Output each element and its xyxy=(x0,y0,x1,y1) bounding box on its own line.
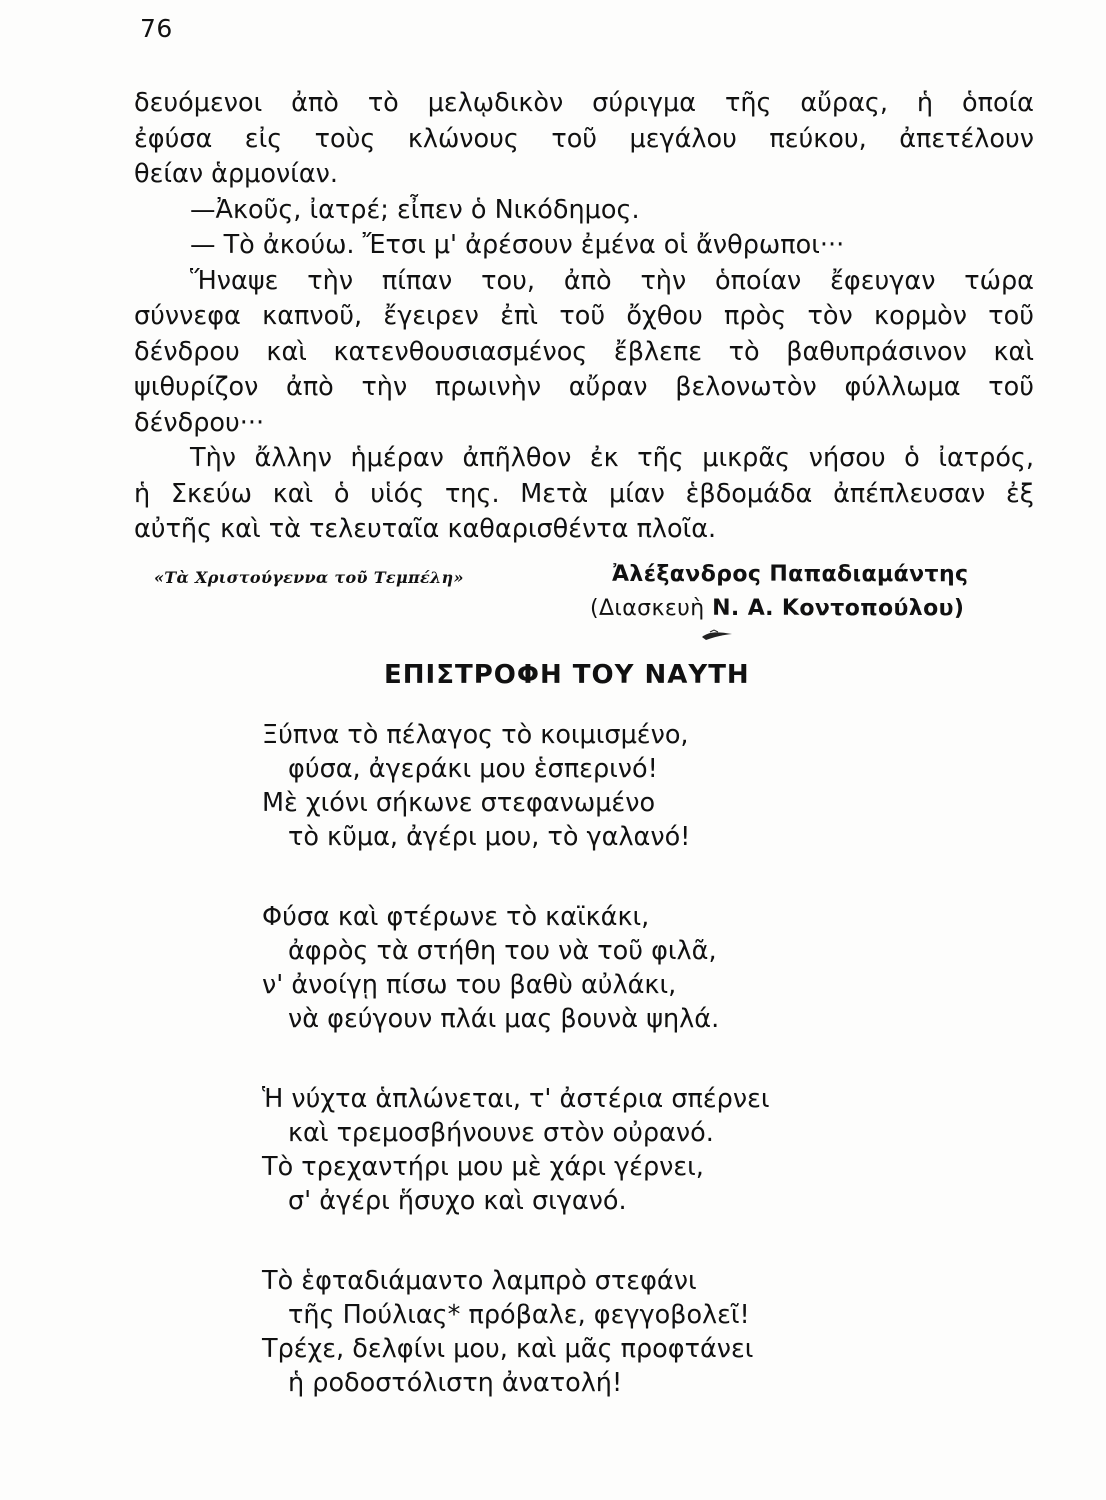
attribution xyxy=(0,562,1106,632)
verse-line: Ἡ νύχτα ἁπλώνεται, τ' ἀστέρια σπέρνει xyxy=(262,1084,770,1114)
verse-line: φύσα, ἀγεράκι μου ἑσπερινό! xyxy=(288,754,658,784)
prose-line: Ἥναψε τὴν πίπαν του, ἀπὸ τὴν ὁποίαν ἔφευγαν τώρα xyxy=(190,265,1034,296)
adaptation-credit xyxy=(590,596,964,621)
verse-line: καὶ τρεμοσβήνουνε στὸν οὐρανό. xyxy=(288,1118,714,1148)
prose-line: δένδρου··· xyxy=(134,407,265,438)
prose-line: — Τὸ ἀκούω. Ἔτσι μ' ἀρέσουν ἐμένα οἱ ἄνθρωποι··· xyxy=(190,230,845,260)
prose-line: αὐτῆς καὶ τὰ τελευταῖα καθαρισθέντα πλοῖα. xyxy=(134,514,717,544)
verse-line: Μὲ χιόνι σήκωνε στεφανωμένο xyxy=(262,788,656,818)
prose-line: Τὴν ἄλλην ἡμέραν ἀπῆλθον ἐκ τῆς μικρᾶς νήσου ὁ ἰατρός, xyxy=(190,443,1034,473)
prose-line: δευόμενοι ἀπὸ τὸ μελῳδικὸν σύριγμα τῆς αὔρας, ἡ ὁποία xyxy=(134,88,1034,118)
prose-passage xyxy=(134,86,1034,548)
adaptation-prefix: (Διασκευὴ xyxy=(590,596,705,621)
prose-line: δένδρου καὶ κατενθουσιασμένος ἔβλεπε τὸ βαθυπράσινον καὶ xyxy=(134,336,1034,367)
verse-line: Τὸ ἑφταδιάμαντο λαμπρὸ στεφάνι xyxy=(262,1266,697,1296)
verse-line: Τρέχε, δελφίνι μου, καὶ μᾶς προφτάνει xyxy=(262,1334,754,1364)
prose-line: σύννεφα καπνοῦ, ἔγειρεν ἐπὶ τοῦ ὄχθου πρὸς τὸν κορμὸν τοῦ xyxy=(134,301,1034,331)
prose-line: —Ἀκοῦς, ἰατρέ; εἶπεν ὁ Νικόδημος. xyxy=(190,194,640,225)
verse-line: τῆς Πούλιας* πρόβαλε, φεγγοβολεῖ! xyxy=(288,1300,750,1330)
prose-line: θείαν ἁρμονίαν. xyxy=(134,159,339,189)
poem-stanza xyxy=(262,718,902,854)
prose-line: ἐφύσα εἰς τοὺς κλώνους τοῦ μεγάλου πεύκου, ἀπετέλουν xyxy=(134,123,1034,154)
poem-stanza xyxy=(262,1082,902,1218)
page-number: 76 xyxy=(140,14,173,43)
poem-stanza xyxy=(262,900,902,1036)
verse-line: Τὸ τρεχαντήρι μου μὲ χάρι γέρνει, xyxy=(262,1152,704,1182)
verse-line: νὰ φεύγουν πλάι μας βουνὰ ψηλά. xyxy=(288,1004,720,1034)
prose-line: ἡ Σκεύω καὶ ὁ υἱός της. Μετὰ μίαν ἑβδομάδα ἀπέπλευσαν ἐξ xyxy=(134,478,1034,509)
ornament-icon xyxy=(700,628,734,642)
author-name: Ἀλέξανδρος Παπαδιαμάντης xyxy=(612,562,969,587)
adaptation-name: Ν. Α. Κοντοπούλου) xyxy=(712,596,965,621)
poem-body xyxy=(262,718,902,1446)
prose-line: ψιθυρίζον ἀπὸ τὴν πρωινὴν αὔραν βελονωτὸν φύλλωμα τοῦ xyxy=(134,372,1034,402)
verse-line: ν' ἀνοίγῃ πίσω του βαθὺ αὐλάκι, xyxy=(262,970,677,1000)
verse-line: σ' ἀγέρι ἥσυχο καὶ σιγανό. xyxy=(288,1186,627,1216)
verse-line: ἡ ροδοστόλιστη ἀνατολή! xyxy=(288,1368,623,1398)
verse-line: τὸ κῦμα, ἀγέρι μου, τὸ γαλανό! xyxy=(288,822,691,852)
verse-line: ἀφρὸς τὰ στήθη του νὰ τοῦ φιλᾶ, xyxy=(288,936,717,966)
verse-line: Ξύπνα τὸ πέλαγος τὸ κοιμισμένο, xyxy=(262,720,689,750)
poem-title: ΕΠΙΣΤΡΟΦΗ ΤΟΥ ΝΑΥΤΗ xyxy=(384,660,750,690)
poem-stanza xyxy=(262,1264,902,1400)
source-title: «Τὰ Χριστούγεννα τοῦ Τεμπέλη» xyxy=(154,568,464,587)
verse-line: Φύσα καὶ φτέρωνε τὸ καϊκάκι, xyxy=(262,902,650,932)
